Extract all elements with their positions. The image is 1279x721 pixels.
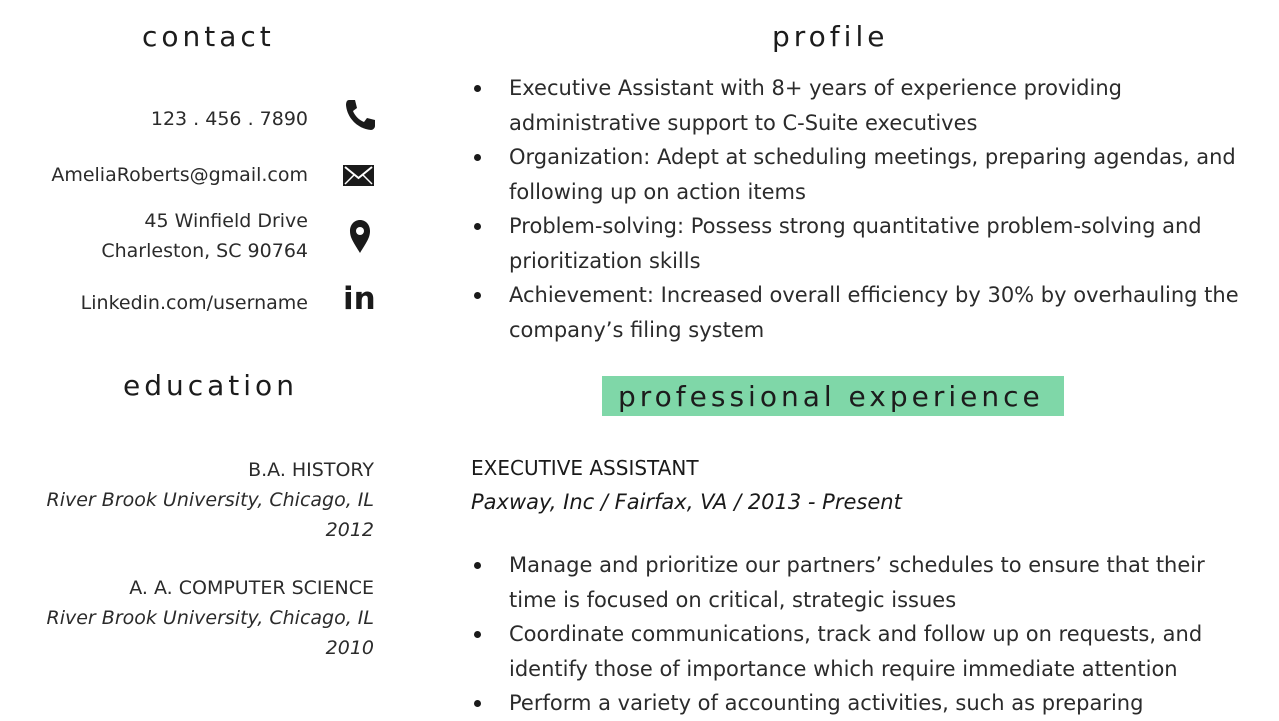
degree: B.A. HISTORY [248,459,374,481]
profile-item: Problem-solving: Possess strong quantitative problem-solving and prioritization skills [471,209,1239,278]
address-line-1: 45 Winfield Drive [144,210,308,232]
contact-heading: contact [142,20,275,53]
job-title: EXECUTIVE ASSISTANT [471,456,699,480]
education-heading: education [123,369,298,402]
location-pin-icon [340,218,380,254]
mail-icon [340,158,380,194]
email-address: AmeliaRoberts@gmail.com [51,164,308,186]
profile-heading: profile [772,20,889,53]
bullet-icon [474,85,481,92]
bullet-icon [474,631,481,638]
bullet-icon [474,562,481,569]
profile-list [471,71,1239,347]
address-line-2: Charleston, SC 90764 [101,240,308,262]
degree: A. A. COMPUTER SCIENCE [129,577,374,599]
profile-item: Organization: Adept at scheduling meetings, preparing agendas, and following up on action items [471,140,1239,209]
job-company: Paxway, Inc / Fairfax, VA / 2013 - Present [471,490,902,514]
graduation-year: 2012 [325,519,374,541]
bullet-icon [474,292,481,299]
experience-heading: professional experience [618,380,1044,413]
education-entry [47,573,374,663]
school: River Brook University, Chicago, IL [46,607,374,629]
bullet-icon [474,223,481,230]
linkedin-url: Linkedin.com/username [80,292,308,314]
graduation-year: 2010 [325,637,374,659]
phone-number: 123 . 456 . 7890 [150,108,308,130]
duty-item: Manage and prioritize our partners’ schedules to ensure that their time is focused on critical, strategic issues [471,548,1205,617]
profile-item: Achievement: Increased overall efficiency by 30% by overhauling the company’s filing system [471,278,1239,347]
address [101,206,308,266]
duty-item: Perform a variety of accounting activities, such as preparing [471,686,1205,721]
phone-icon [340,97,380,133]
bullet-icon [474,154,481,161]
school: River Brook University, Chicago, IL [46,489,374,511]
profile-item: Executive Assistant with 8+ years of experience providing administrative support to C-Suite executives [471,71,1239,140]
linkedin-icon: in [343,281,376,317]
education-entry [47,455,374,545]
bullet-icon [474,700,481,707]
job-duties-list [471,548,1205,721]
duty-item: Coordinate communications, track and follow up on requests, and identify those of importance which require immediate attention [471,617,1205,686]
